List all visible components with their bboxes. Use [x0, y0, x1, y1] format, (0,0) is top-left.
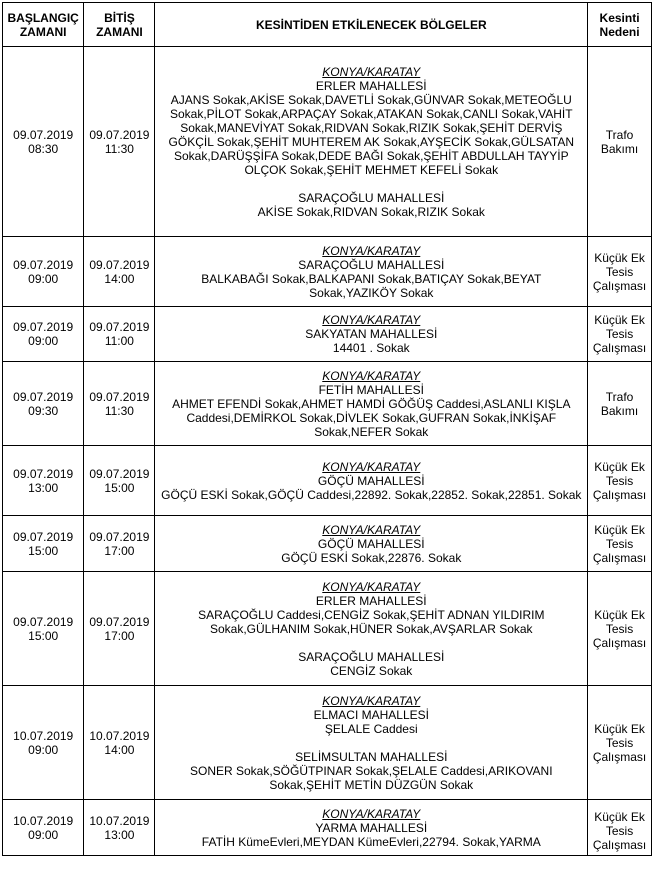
- start-cell: 09.07.2019 09:30: [3, 362, 84, 446]
- area-cell: [155, 572, 588, 686]
- table-row: [3, 237, 652, 307]
- street-list: GÖÇÜ ESKİ Sokak,GÖÇÜ Caddesi,22892. Sokak,22852. Sokak,22851. Sokak: [161, 487, 582, 502]
- end-cell: 09.07.2019 15:00: [84, 446, 155, 516]
- table-row: [3, 516, 652, 572]
- start-cell: 09.07.2019 15:00: [3, 572, 84, 686]
- end-cell: 10.07.2019 14:00: [84, 686, 155, 800]
- district-label: KONYA/KARATAY: [322, 243, 421, 258]
- area-cell: [155, 800, 588, 856]
- street-list: AKİSE Sokak,RIDVAN Sokak,RIZIK Sokak: [257, 204, 485, 219]
- header-affected-areas: KESİNTİDEN ETKİLENECEK BÖLGELER: [155, 3, 588, 47]
- table-row: [3, 446, 652, 516]
- reason-cell: Küçük Ek Tesis Çalışması: [588, 237, 652, 307]
- street-list: CENGİZ Sokak: [330, 663, 413, 678]
- reason-cell: Küçük Ek Tesis Çalışması: [588, 307, 652, 362]
- neighborhood-name: FETİH MAHALLESİ: [318, 382, 424, 397]
- neighborhood-name: ERLER MAHALLESİ: [315, 593, 427, 608]
- start-cell: 09.07.2019 13:00: [3, 446, 84, 516]
- table-row: [3, 307, 652, 362]
- area-cell: [155, 237, 588, 307]
- area-cell: [155, 446, 588, 516]
- district-label: KONYA/KARATAY: [322, 522, 421, 537]
- end-cell: 09.07.2019 14:00: [84, 237, 155, 307]
- district-label: KONYA/KARATAY: [322, 459, 421, 474]
- district-label: KONYA/KARATAY: [322, 806, 421, 821]
- district-label: KONYA/KARATAY: [322, 313, 421, 327]
- reason-cell: Trafo Bakımı: [588, 47, 652, 237]
- neighborhood-name: ERLER MAHALLESİ: [315, 78, 427, 93]
- neighborhood-name: SARAÇOĞLU MAHALLESİ: [298, 257, 445, 272]
- street-list: AHMET EFENDİ Sokak,AHMET HAMDİ GÖĞÜŞ Caddesi,ASLANLI KIŞLA Caddesi,DEMİRKOL Sokak,DİVLEK Sokak,GUFRAN Sokak,İNKİŞAF Sokak,NEFER Sokak: [172, 396, 571, 439]
- start-cell: 10.07.2019 09:00: [3, 686, 84, 800]
- header-reason: Kesinti Nedeni: [588, 3, 652, 47]
- area-cell: [155, 686, 588, 800]
- area-cell: [155, 516, 588, 572]
- street-list: ŞELALE Caddesi: [324, 721, 418, 736]
- end-cell: 09.07.2019 17:00: [84, 516, 155, 572]
- reason-cell: Küçük Ek Tesis Çalışması: [588, 516, 652, 572]
- table-row: [3, 686, 652, 800]
- street-list: SARAÇOĞLU Caddesi,CENGİZ Sokak,ŞEHİT ADNAN YILDIRIM Sokak,GÜLHANIM Sokak,HÜNER Sokak,AVŞARLAR Sokak: [198, 607, 545, 636]
- header-end-time: BİTİŞ ZAMANI: [84, 3, 155, 47]
- header-row: [3, 3, 652, 47]
- neighborhood-name: SARAÇOĞLU MAHALLESİ: [298, 190, 445, 205]
- header-start-time: BAŞLANGIÇ ZAMANI: [3, 3, 84, 47]
- start-cell: 09.07.2019 08:30: [3, 47, 84, 237]
- street-list: SONER Sokak,SÖĞÜTPINAR Sokak,ŞELALE Caddesi,ARIKOVANI Sokak,ŞEHİT METİN DÜZGÜN Sokak: [189, 763, 553, 792]
- neighborhood-name: YARMA MAHALLESİ: [315, 820, 428, 835]
- street-list: AJANS Sokak,AKİSE Sokak,DAVETLİ Sokak,GÜNVAR Sokak,METEOĞLU Sokak,PİLOT Sokak,ARPAÇAY Sokak,ATAKAN Sokak,CANLI Sokak,VAHİT Sokak,MANEVİYAT Sokak,RIDVAN Sokak,RIZIK Sokak,ŞEHİT DERVİŞ GÖKÇİL Sokak,ŞEHİT MUHTEREM AK Sokak,AYŞECİK Sokak,GÜLSATAN Sokak,DARÜŞŞİFA Sokak,DEDE BAĞI Sokak,ŞEHİT ABDULLAH TAYYİP OLÇOK Sokak,ŞEHİT MEHMET KEFELİ Sokak: [168, 92, 574, 177]
- reason-cell: Küçük Ek Tesis Çalışması: [588, 572, 652, 686]
- start-cell: 09.07.2019 15:00: [3, 516, 84, 572]
- end-cell: 09.07.2019 11:30: [84, 47, 155, 237]
- district-label: KONYA/KARATAY: [322, 368, 421, 383]
- table-row: [3, 572, 652, 686]
- start-cell: 09.07.2019 09:00: [3, 307, 84, 362]
- neighborhood-name: SAKYATAN MAHALLESİ: [305, 327, 438, 341]
- area-cell: [155, 47, 588, 237]
- start-cell: 10.07.2019 09:00: [3, 800, 84, 856]
- street-list: GÖÇÜ ESKİ Sokak,22876. Sokak: [281, 550, 462, 565]
- table-row: [3, 362, 652, 446]
- start-cell: 09.07.2019 09:00: [3, 237, 84, 307]
- street-list: 14401 . Sokak: [332, 341, 410, 355]
- reason-cell: Küçük Ek Tesis Çalışması: [588, 686, 652, 800]
- end-cell: 09.07.2019 11:30: [84, 362, 155, 446]
- district-label: KONYA/KARATAY: [322, 64, 421, 79]
- neighborhood-name: SARAÇOĞLU MAHALLESİ: [298, 649, 445, 664]
- power-outage-table: [2, 2, 652, 856]
- reason-cell: Küçük Ek Tesis Çalışması: [588, 800, 652, 856]
- street-list: BALKABAĞI Sokak,BALKAPANI Sokak,BATIÇAY Sokak,BEYAT Sokak,YAZIKÖY Sokak: [201, 271, 542, 300]
- table-row: [3, 800, 652, 856]
- street-list: FATİH KümeEvleri,MEYDAN KümeEvleri,22794. Sokak,YARMA: [201, 834, 541, 849]
- area-cell: [155, 362, 588, 446]
- end-cell: 09.07.2019 11:00: [84, 307, 155, 362]
- area-cell: [155, 307, 588, 362]
- neighborhood-name: ELMACI MAHALLESİ: [313, 707, 429, 722]
- district-label: KONYA/KARATAY: [322, 693, 421, 708]
- reason-cell: Küçük Ek Tesis Çalışması: [588, 446, 652, 516]
- reason-cell: Trafo Bakımı: [588, 362, 652, 446]
- neighborhood-name: SELİMSULTAN MAHALLESİ: [295, 749, 448, 764]
- neighborhood-name: GÖÇÜ MAHALLESİ: [317, 536, 425, 551]
- end-cell: 09.07.2019 17:00: [84, 572, 155, 686]
- end-cell: 10.07.2019 13:00: [84, 800, 155, 856]
- neighborhood-name: GÖÇÜ MAHALLESİ: [317, 473, 425, 488]
- table-row: [3, 47, 652, 237]
- district-label: KONYA/KARATAY: [322, 579, 421, 594]
